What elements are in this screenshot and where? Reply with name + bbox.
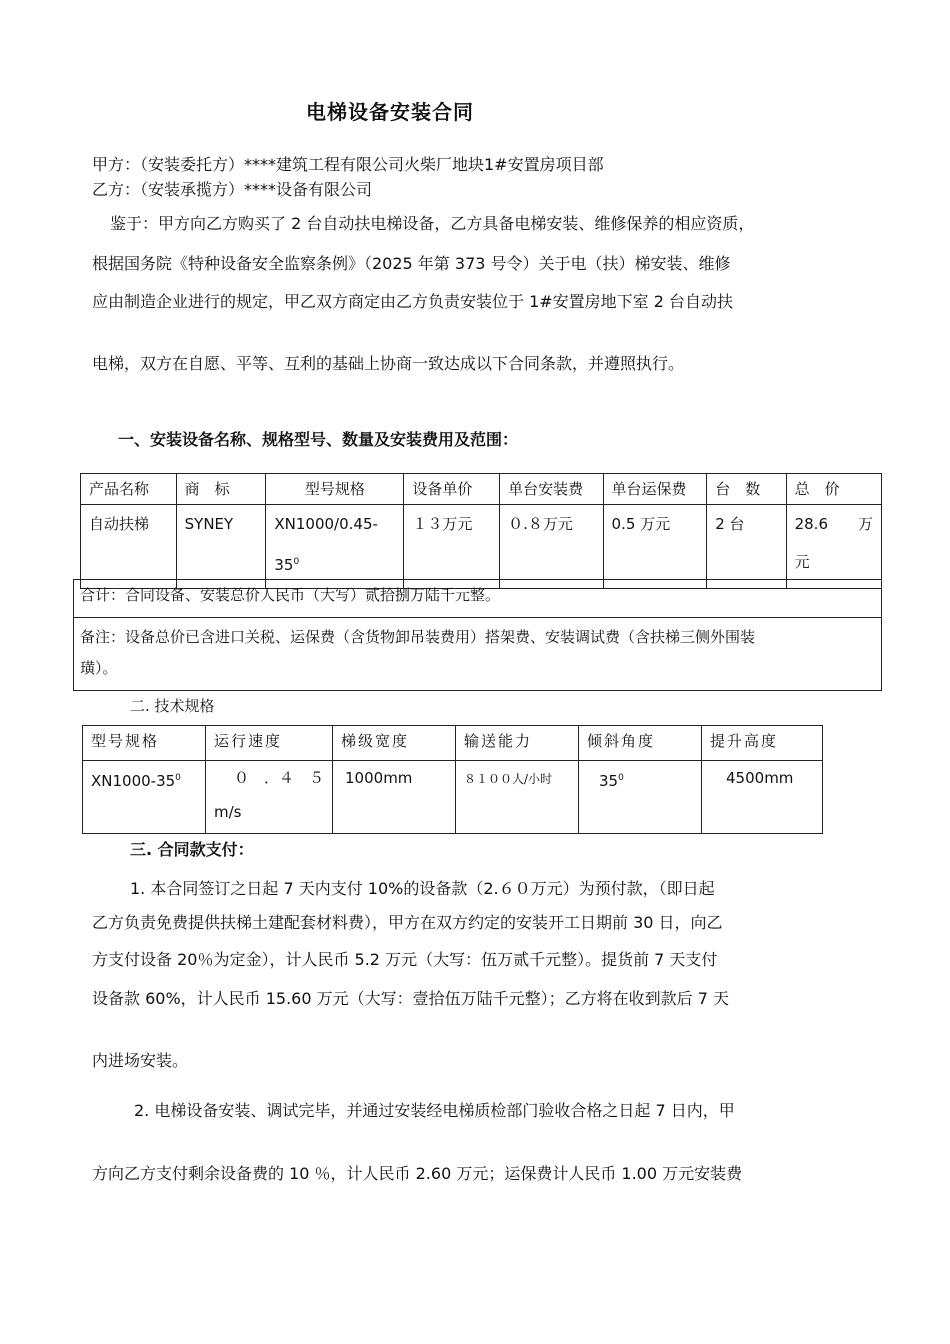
total-note-box (73, 579, 882, 618)
header-cell: 总 价 (786, 474, 881, 505)
cell-quantity: 2 台 (707, 505, 786, 589)
payment-line: 2. 电梯设备安装、调试完毕，并通过安装经电梯质检部门验收合格之日起 7 日内，甲 (134, 1101, 735, 1120)
degree-sup: 0 (618, 773, 624, 783)
table-row (81, 505, 882, 589)
total-note: 合计：合同设备、安装总价人民币（大写）贰拾捌万陆千元整。 (80, 586, 501, 604)
spec-table (82, 725, 823, 834)
cell-total (786, 505, 881, 589)
total-text: 28.6 万 (794, 515, 873, 533)
cell-width (333, 761, 456, 834)
party-b: 乙方：（安装承揽方）****设备有限公司 (92, 180, 373, 199)
section-3-title: 三. 合同款支付： (130, 840, 254, 859)
preamble-line: 根据国务院《特种设备安全监察条例》（2025 年第 373 号令）关于电（扶）梯安装、维修 (92, 254, 731, 273)
payment-line: 方支付设备 20％为定金），计人民币 5.2 万元（大写：伍万贰千元整）。提货前 7 天支付 (92, 950, 718, 969)
cell-model (266, 505, 404, 589)
document-title: 电梯设备安装合同 (306, 100, 474, 124)
cell-capacity (456, 761, 579, 834)
speed-unit: m/s (214, 803, 242, 821)
model-text: XN1000-35 (91, 772, 176, 790)
remark-line: 备注：设备总价已含进口关税、运保费（含货物卸吊装费用）搭架费、安装调试费（含扶梯三侧外围装 (80, 628, 756, 646)
table-row (83, 761, 823, 834)
angle-value: 35 (599, 772, 619, 790)
cell-height (702, 761, 823, 834)
header-cell: 输送能力 (456, 726, 579, 761)
header-cell: 型号规格 (83, 726, 206, 761)
remark-box (73, 617, 882, 691)
cell-brand: SYNEY (176, 505, 266, 589)
payment-line: 内进场安装。 (92, 1051, 189, 1070)
preamble-line: 电梯，双方在自愿、平等、互利的基础上协商一致达成以下合同条款，并遵照执行。 (92, 354, 685, 373)
width-value: 1000mm (345, 769, 413, 787)
table-header-row (81, 474, 882, 505)
header-cell: 梯级宽度 (333, 726, 456, 761)
remark-line: 璜）。 (80, 659, 118, 677)
capacity-value: ８１００人/小时 (464, 772, 553, 786)
party-a: 甲方：（安装委托方）****建筑工程有限公司火柴厂地块1#安置房项目部 (92, 155, 604, 174)
header-cell: 单台安装费 (500, 474, 603, 505)
height-value: 4500mm (726, 769, 794, 787)
cell-install-fee: ０.８万元 (500, 505, 603, 589)
cell-speed (206, 761, 333, 834)
cell-unit-price: １３万元 (404, 505, 500, 589)
payment-line: 设备款 60%，计人民币 15.60 万元（大写：壹拾伍万陆千元整）；乙方将在收到款后 7 天 (92, 989, 729, 1008)
payment-line: 方向乙方支付剩余设备费的 10 ％，计人民币 2.60 万元；运保费计人民币 1.00 万元安装费 (92, 1164, 743, 1183)
cell-angle (579, 761, 702, 834)
total-unit: 元 (794, 553, 810, 571)
preamble-line: 应由制造企业进行的规定，甲乙双方商定由乙方负责安装位于 1#安置房地下室 2 台自动扶 (92, 292, 734, 311)
header-cell: 单台运保费 (603, 474, 707, 505)
cell-model (83, 761, 206, 834)
payment-line: 1. 本合同签订之日起 7 天内支付 10%的设备款（2.６０万元）为预付款，（即日起 (130, 879, 715, 898)
header-cell: 设备单价 (404, 474, 500, 505)
preamble-line: 鉴于：甲方向乙方购买了 2 台自动扶电梯设备，乙方具备电梯安装、维修保养的相应资质， (110, 214, 755, 233)
header-cell: 倾斜角度 (579, 726, 702, 761)
section-1-title: 一、安装设备名称、规格型号、数量及安装费用及范围： (118, 430, 519, 449)
cell-shipping-fee: 0.5 万元 (603, 505, 707, 589)
header-cell: 台 数 (707, 474, 786, 505)
header-cell: 产品名称 (81, 474, 177, 505)
cell-product: 自动扶梯 (81, 505, 177, 589)
table-header-row (83, 726, 823, 761)
degree-sup: 0 (175, 773, 181, 783)
section-2-title: 二. 技术规格 (130, 697, 215, 715)
speed-value: ０ ．４ ５ (234, 769, 325, 787)
model-angle: 35 (274, 556, 294, 574)
payment-line: 乙方负责免费提供扶梯土建配套材料费），甲方在双方约定的安装开工日期前 30 日，向乙 (92, 913, 723, 932)
model-text: XN1000/0.45- (274, 515, 378, 533)
header-cell: 型号规格 (266, 474, 404, 505)
equipment-table (80, 473, 882, 589)
header-cell: 商 标 (176, 474, 266, 505)
degree-sup: 0 (293, 557, 300, 567)
header-cell: 运行速度 (206, 726, 333, 761)
header-cell: 提升高度 (702, 726, 823, 761)
